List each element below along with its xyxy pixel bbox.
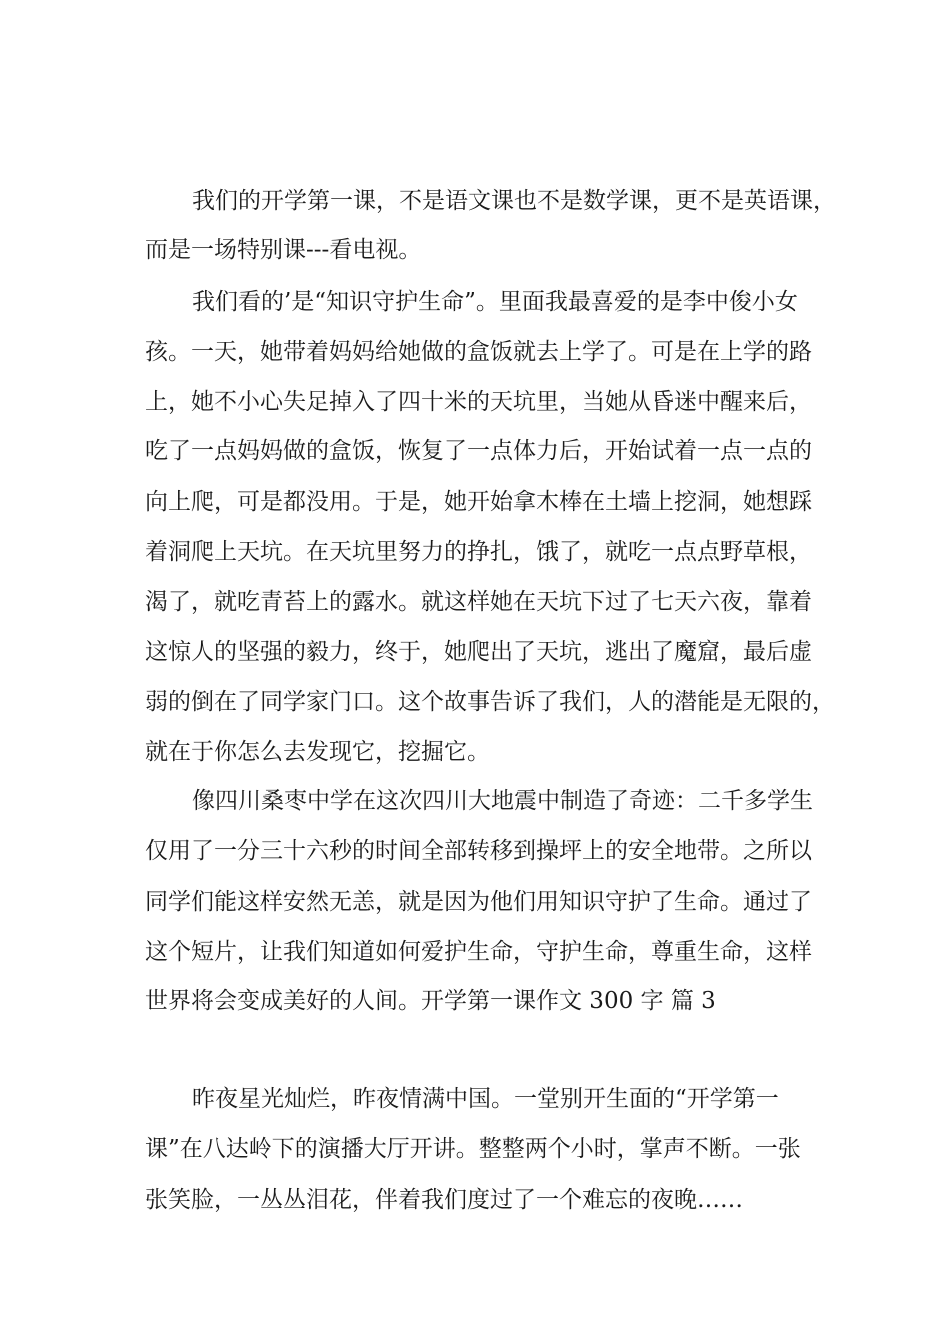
text-line: 弱的倒在了同学家门口。这个故事告诉了我们，人的潜能是无限的， [145,689,835,715]
text-line: 这惊人的坚强的毅力，终于，她爬出了天坑，逃出了魔窟，最后虚 [145,639,812,665]
text-line: 像四川桑枣中学在这次四川大地震中制造了奇迹：二千多学生 [192,788,813,814]
text-line: 世界将会变成美好的人间。开学第一课作文 300 字 篇 3 [145,988,716,1014]
text-line: 着洞爬上天坑。在天坑里努力的挣扎，饿了，就吃一点点野草根， [145,539,812,565]
text-line: 昨夜星光灿烂，昨夜情满中国。一堂别开生面的“开学第一 [192,1086,779,1112]
text-line: 我们看的’是“知识守护生命”。里面我最喜爱的是李中俊小女 [192,289,798,315]
text-line: 张笑脸，一丛丛泪花，伴着我们度过了一个难忘的夜晚…… [145,1187,743,1213]
text-line: 而是一场特别课---看电视。 [145,237,422,263]
text-line: 孩。一天，她带着妈妈给她做的盒饭就去上学了。可是在上学的路 [145,339,812,365]
text-line: 我们的开学第一课，不是语文课也不是数学课，更不是英语课， [192,188,836,214]
text-line: 这个短片，让我们知道如何爱护生命，守护生命，尊重生命，这样 [145,939,812,965]
text-line: 仅用了一分三十六秒的时间全部转移到操坪上的安全地带。之所以 [145,838,812,864]
text-line: 同学们能这样安然无恙，就是因为他们用知识守护了生命。通过了 [145,889,812,915]
text-line: 渴了，就吃青苔上的露水。就这样她在天坑下过了七天六夜，靠着 [145,589,812,615]
text-line: 向上爬，可是都没用。于是，她开始拿木棒在土墙上挖洞，她想踩 [145,489,812,515]
text-line: 课”在八达岭下的演播大厅开讲。整整两个小时，掌声不断。一张 [145,1136,801,1162]
text-line: 就在于你怎么去发现它，挖掘它。 [145,739,490,765]
text-line: 吃了一点妈妈做的盒饭，恢复了一点体力后，开始试着一点一点的 [145,438,812,464]
text-line: 上，她不小心失足掉入了四十米的天坑里，当她从昏迷中醒来后， [145,389,812,415]
